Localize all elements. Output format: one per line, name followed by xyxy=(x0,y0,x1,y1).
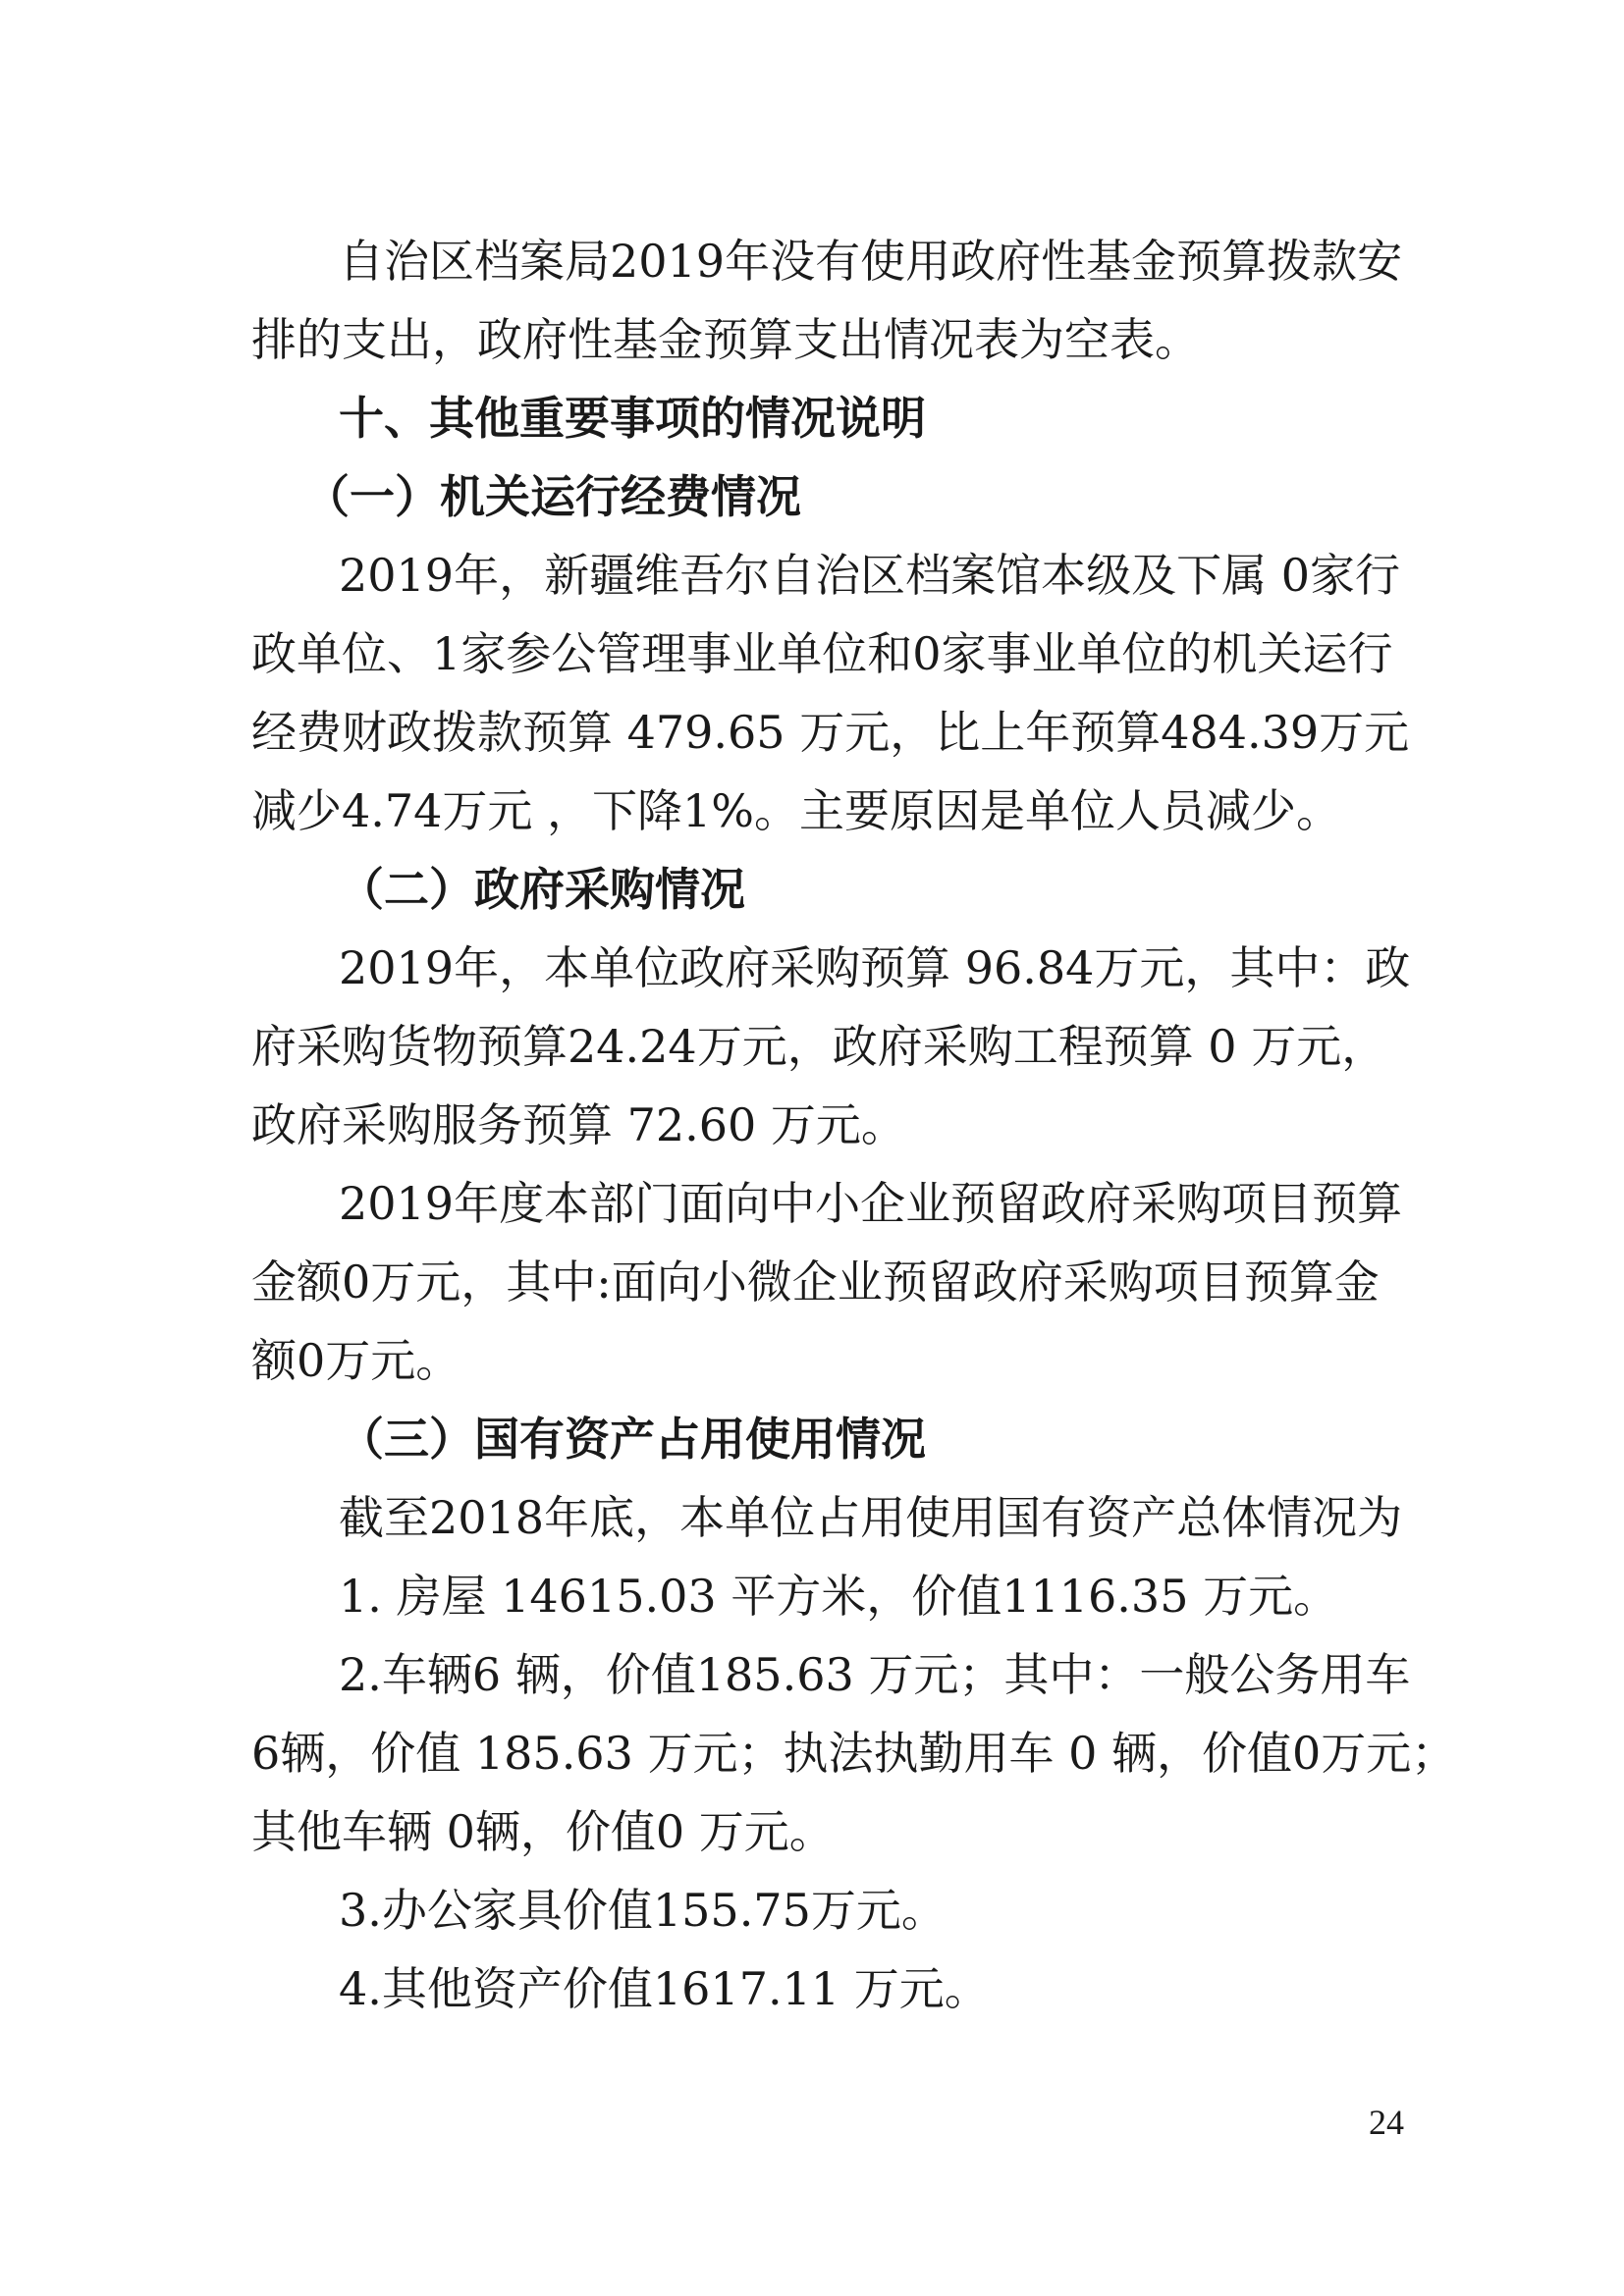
section-heading-other-matters: 十、其他重要事项的情况说明 xyxy=(339,392,926,445)
paragraph-operating-expenses-line-2: 政单位、1家参公管理事业单位和0家事业单位的机关运行 xyxy=(251,627,1393,680)
list-item-vehicles-line-3: 其他车辆 0辆，价值0 万元。 xyxy=(251,1805,835,1858)
paragraph-fund-budget-line-2: 排的支出，政府性基金预算支出情况表为空表。 xyxy=(251,313,1200,366)
list-item-vehicles-line-1: 2.车辆6 辆，价值185.63 万元；其中：一般公务用车 xyxy=(339,1648,1411,1701)
paragraph-operating-expenses-line-1: 2019年，新疆维吾尔自治区档案馆本级及下属 0家行 xyxy=(339,549,1400,602)
subheading-government-procurement: （二）政府采购情况 xyxy=(339,863,745,916)
paragraph-procurement-line-3: 政府采购服务预算 72.60 万元。 xyxy=(251,1098,906,1151)
list-item-vehicles-line-2: 6辆，价值 185.63 万元；执法执勤用车 0 辆，价值0万元； xyxy=(251,1727,1457,1780)
page-number: 24 xyxy=(1369,2103,1404,2142)
paragraph-operating-expenses-line-3: 经费财政拨款预算 479.65 万元，比上年预算484.39万元 xyxy=(251,706,1410,759)
list-item-office-furniture: 3.办公家具价值155.75万元。 xyxy=(339,1884,947,1937)
paragraph-fund-budget-line-1: 自治区档案局2019年没有使用政府性基金预算拨款安 xyxy=(339,235,1403,288)
paragraph-procurement-line-2: 府采购货物预算24.24万元，政府采购工程预算 0 万元， xyxy=(251,1020,1387,1073)
list-item-other-assets: 4.其他资产价值1617.11 万元。 xyxy=(339,1962,990,2015)
paragraph-sme-procurement-line-3: 额0万元。 xyxy=(251,1334,461,1387)
list-item-buildings: 1. 房屋 14615.03 平方米，价值1116.35 万元。 xyxy=(339,1570,1339,1623)
paragraph-sme-procurement-line-1: 2019年度本部门面向中小企业预留政府采购项目预算 xyxy=(339,1177,1403,1230)
paragraph-assets-intro: 截至2018年底，本单位占用使用国有资产总体情况为 xyxy=(339,1491,1403,1544)
paragraph-procurement-line-1: 2019年，本单位政府采购预算 96.84万元，其中：政 xyxy=(339,941,1411,994)
subheading-operating-expenses: （一）机关运行经费情况 xyxy=(304,470,801,523)
subheading-state-assets: （三）国有资产占用使用情况 xyxy=(339,1413,926,1466)
paragraph-operating-expenses-line-4: 减少4.74万元 ，下降1%。主要原因是单位人员减少。 xyxy=(251,784,1342,837)
paragraph-sme-procurement-line-2: 金额0万元，其中:面向小微企业预留政府采购项目预算金 xyxy=(251,1255,1380,1308)
